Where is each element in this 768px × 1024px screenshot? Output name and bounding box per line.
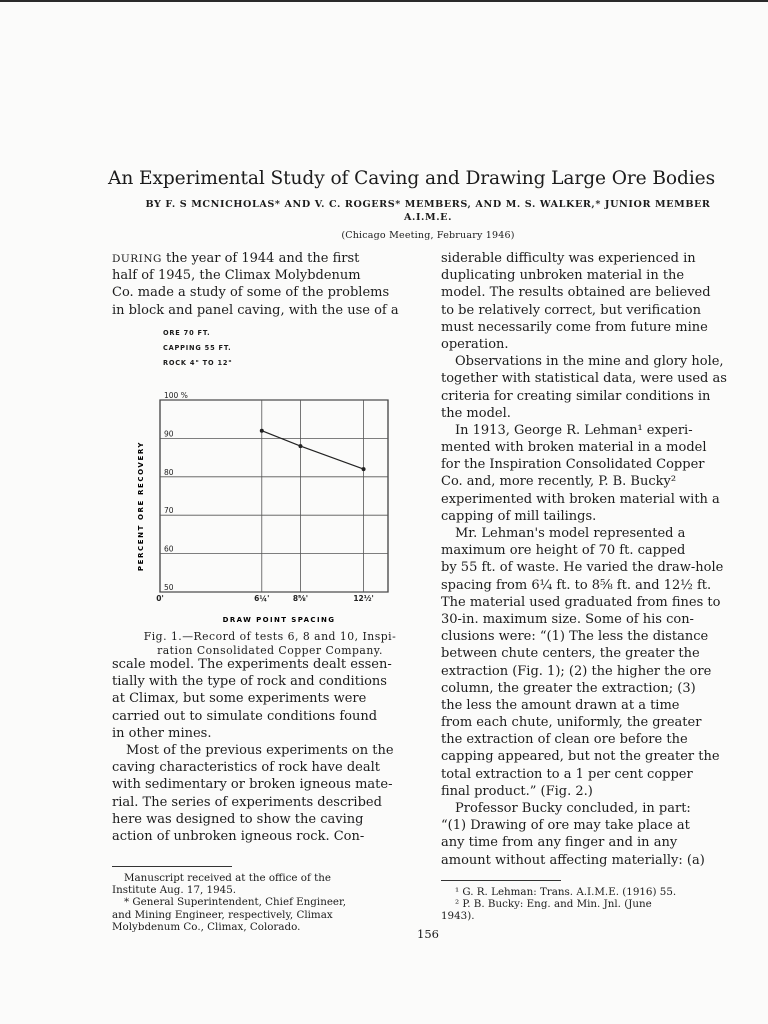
- footnote-line: ² P. B. Bucky: Eng. and Min. Jnl. (June: [455, 898, 652, 911]
- y-tick-label: 60: [164, 544, 174, 554]
- footnote-line: and Mining Engineer, respectively, Climax: [112, 908, 333, 921]
- body-line: scale model. The experiments dealt essen-: [112, 657, 392, 672]
- body-line: action of unbroken igneous rock. Con-: [112, 828, 365, 844]
- body-line: Co. and, more recently, P. B. Bucky²: [441, 474, 677, 490]
- body-line: mented with broken material in a model: [441, 440, 707, 456]
- y-tick-label: 100 %: [164, 391, 188, 400]
- body-line: between chute centers, the greater the: [441, 646, 700, 662]
- caption-line: ration Consolidated Copper Company.: [157, 643, 383, 657]
- body-line: together with statistical data, were used as: [441, 371, 727, 387]
- body-line: final product.” (Fig. 2.): [441, 783, 593, 799]
- footnote-rule-right: [441, 880, 561, 881]
- figure-param-capping: CAPPING 55 FT.: [163, 344, 232, 352]
- byline-society: A.I.M.E.: [403, 212, 453, 223]
- top-rule: [0, 0, 768, 2]
- chart-ticks: [156, 391, 374, 603]
- byline-authors: BY F. S MCNICHOLAS* AND V. C. ROGERS* MEMBERS, AND M. S. WALKER,* JUNIOR MEMBER: [145, 199, 711, 210]
- intro-line-text: the year of 1944 and the first: [161, 251, 360, 266]
- body-line: caving characteristics of rock have dealt: [112, 760, 380, 776]
- body-line: Professor Bucky concluded, in part:: [455, 801, 691, 816]
- x-tick-label: 12½': [353, 594, 374, 603]
- footnote-line: Manuscript received at the office of the: [124, 872, 331, 884]
- x-tick-label: 8⅝': [292, 594, 309, 603]
- right-column: [441, 250, 747, 869]
- y-tick-label: 50: [164, 583, 174, 592]
- body-line: by 55 ft. of waste. He varied the draw-hole: [441, 560, 724, 576]
- intro-line: half of 1945, the Climax Molybdenum: [112, 268, 361, 284]
- body-line: tially with the type of rock and conditions: [112, 674, 387, 690]
- y-tick-label: 80: [164, 467, 174, 477]
- body-line: capping of mill tailings.: [441, 508, 597, 524]
- intro-smallcaps: DURING: [112, 253, 162, 265]
- x-tick-label: 0': [156, 594, 164, 603]
- body-line: total extraction to a 1 per cent copper: [441, 766, 693, 782]
- footnote-line: Institute Aug. 17, 1945.: [112, 884, 237, 897]
- body-line: to be relatively correct, but verification: [441, 302, 701, 318]
- body-line: from each chute, uniformly, the greater: [441, 715, 702, 731]
- body-line: Most of the previous experiments on the: [126, 742, 394, 758]
- chart-xlabel: DRAW POINT SPACING: [222, 616, 336, 624]
- body-line: model. The results obtained are believed: [441, 285, 711, 301]
- body-line: here was designed to show the caving: [112, 811, 364, 827]
- footnotes-right: [441, 886, 676, 923]
- body-line: capping appeared, but not the greater the: [441, 749, 720, 765]
- body-line: amount without affecting materially: (a): [441, 852, 705, 868]
- data-point: [260, 429, 264, 433]
- body-line: the model.: [441, 405, 511, 421]
- body-line: column, the greater the extraction; (3): [441, 680, 696, 696]
- figure-param-ore: ORE 70 FT.: [163, 329, 211, 337]
- body-line: with sedimentary or broken igneous mate-: [112, 777, 393, 793]
- y-tick-label: 70: [164, 506, 174, 516]
- footnotes-left: [112, 872, 346, 933]
- x-tick-label: 6¼': [254, 594, 270, 603]
- body-line: duplicating unbroken material in the: [441, 268, 685, 284]
- body-line: at Climax, but some experiments were: [112, 691, 367, 707]
- footnote-line: 1943).: [441, 910, 475, 923]
- intro-line: [112, 250, 418, 267]
- footnote-line: ¹ G. R. Lehman: Trans. A.I.M.E. (1916) 55.: [455, 886, 677, 898]
- body-line: in other mines.: [112, 725, 212, 741]
- body-line: maximum ore height of 70 ft. capped: [441, 543, 686, 559]
- figure-param-rock: ROCK 4" TO 12": [163, 359, 233, 367]
- body-line: extraction (Fig. 1); (2) the higher the ore: [441, 663, 712, 679]
- recovery-chart: [128, 385, 428, 630]
- body-line: The material used graduated from fines to: [441, 594, 721, 610]
- meeting-note: (Chicago Meeting, February 1946): [341, 230, 515, 241]
- data-point: [298, 444, 302, 448]
- body-line: the less the amount drawn at a time: [441, 697, 680, 713]
- body-line: Mr. Lehman's model represented a: [455, 526, 686, 541]
- body-line: experimented with broken material with a: [441, 491, 720, 507]
- page-number: 156: [417, 927, 439, 941]
- intro-line: in block and panel caving, with the use of a: [112, 302, 399, 318]
- body-line: “(1) Drawing of ore may take place at: [441, 818, 690, 834]
- article-title: An Experimental Study of Caving and Drawing Large Ore Bodies: [108, 168, 716, 189]
- footnote-line: * General Superintendent, Chief Engineer,: [124, 896, 347, 909]
- footnote-line: Molybdenum Co., Climax, Colorado.: [112, 920, 301, 933]
- body-line: must necessarily come from future mine: [441, 319, 708, 335]
- chart-series: [260, 429, 366, 471]
- body-line: siderable difficulty was experienced in: [441, 251, 696, 266]
- body-line: spacing from 6¼ ft. to 8⅝ ft. and 12½ ft.: [441, 577, 712, 593]
- body-line: clusions were: “(1) The less the distance: [441, 629, 709, 645]
- footnote-rule-left: [112, 866, 232, 867]
- intro-line: Co. made a study of some of the problems: [112, 285, 390, 301]
- body-line: rial. The series of experiments described: [112, 794, 382, 810]
- figure-caption: [112, 630, 428, 657]
- body-line: 30-in. maximum size. Some of his con-: [441, 611, 694, 627]
- y-tick-label: 90: [164, 429, 174, 439]
- chart-ylabel: PERCENT ORE RECOVERY: [137, 440, 145, 572]
- chart-frame: [160, 400, 388, 592]
- left-intro-paragraph: [112, 250, 418, 319]
- body-line: Observations in the mine and glory hole,: [455, 354, 724, 370]
- body-line: carried out to simulate conditions found: [112, 708, 378, 724]
- left-body-paragraph: [112, 656, 418, 845]
- data-point: [362, 467, 366, 471]
- body-line: any time from any finger and in any: [441, 835, 678, 851]
- byline: [108, 198, 748, 224]
- chart-grid: [160, 400, 388, 592]
- body-line: the extraction of clean ore before the: [441, 732, 688, 748]
- series-line: [262, 431, 364, 469]
- caption-line: Fig. 1.—Record of tests 6, 8 and 10, Inspi-: [143, 630, 397, 643]
- body-line: In 1913, George R. Lehman¹ experi-: [455, 422, 693, 438]
- body-line: operation.: [441, 336, 509, 352]
- body-line: for the Inspiration Consolidated Copper: [441, 457, 705, 473]
- body-line: criteria for creating similar conditions in: [441, 388, 711, 404]
